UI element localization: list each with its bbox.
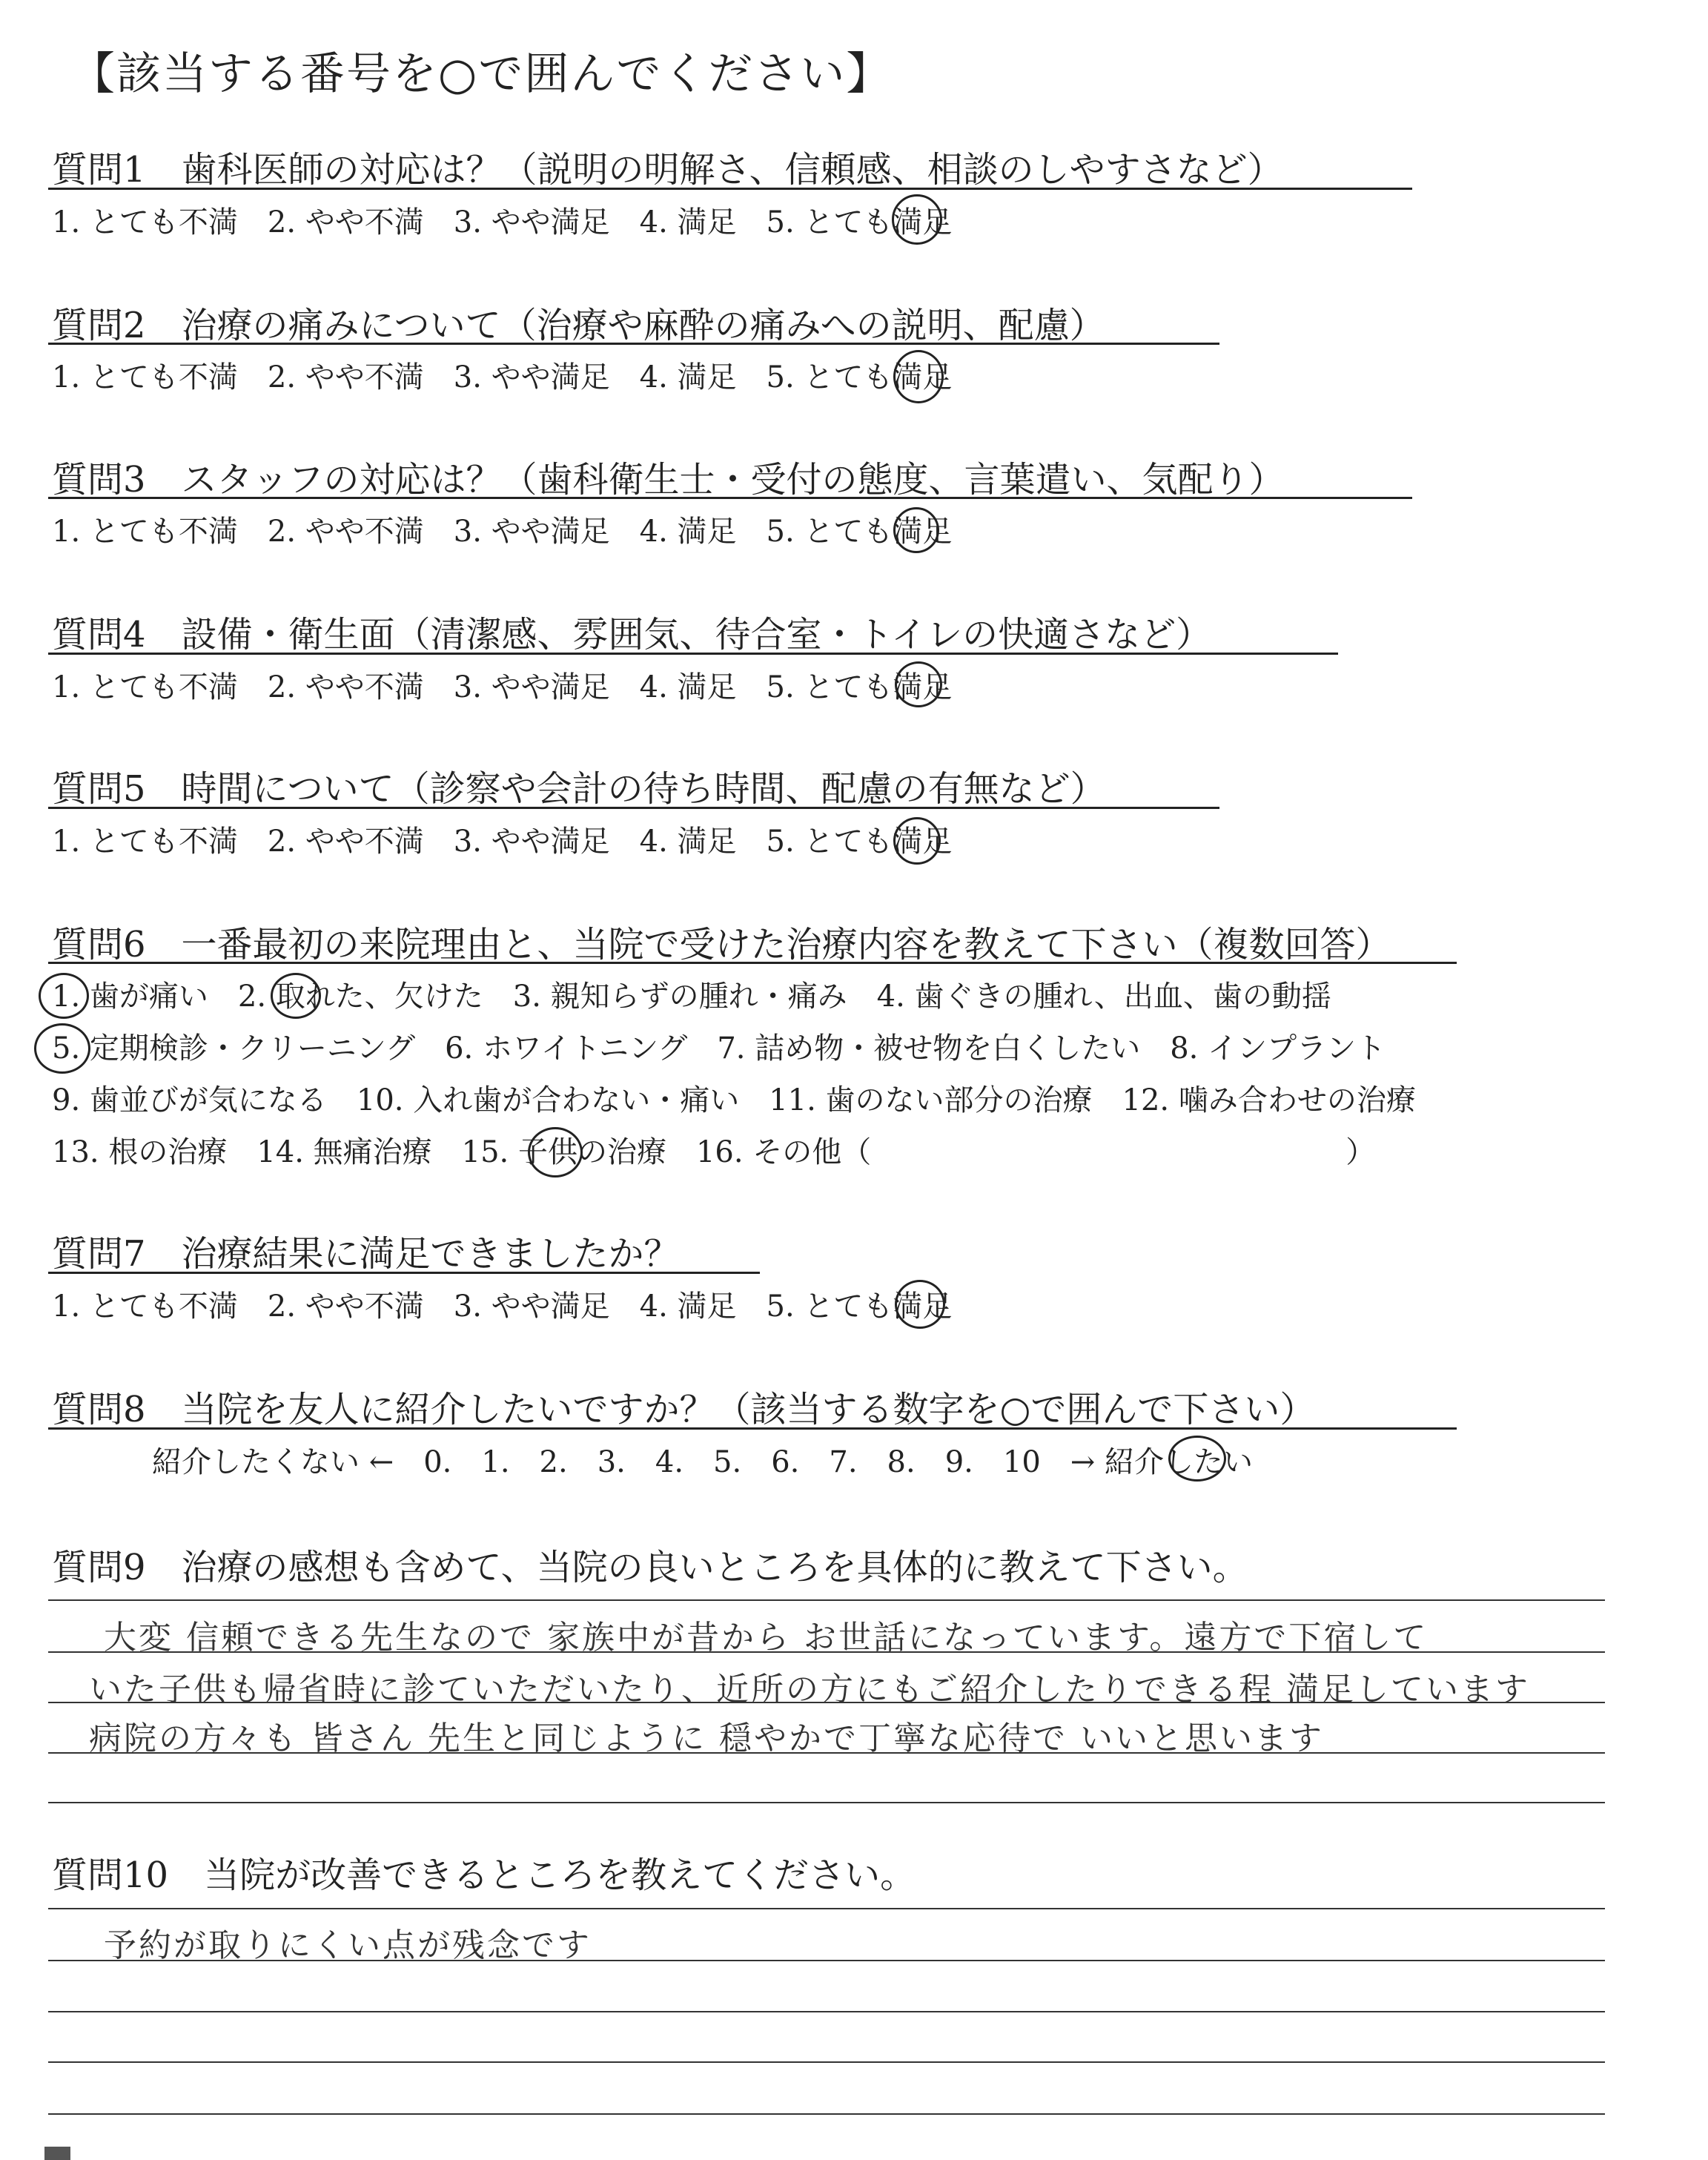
q1-selected-circle: [892, 194, 942, 245]
q1-heading: 質問1 歯科医師の対応は？（説明の明解さ、信頼感、相談のしやすさなど）: [52, 149, 1283, 191]
q9-answer-line-4: [48, 1752, 1605, 1754]
q8-scale: 紹介したくない ← 0. 1. 2. 3. 4. 5. 6. 7. 8. 9. 10 → 紹介したい: [152, 1445, 1253, 1479]
q3-options: 1. とても不満 2. やや不満 3. やや満足 4. 満足 5. とても満足: [52, 515, 953, 549]
q8-selected-circle: [1168, 1436, 1226, 1482]
q6-selected-circle-1: [39, 973, 89, 1019]
q10-answer-line-3: [48, 2011, 1605, 2012]
q9-answer-text-1: 大変 信頼できる先生なので 家族中が昔から お世話になっています。遠方で下宿して: [104, 1619, 1429, 1657]
q6-row-4: 13. 根の治療 14. 無痛治療 15. 子供の治療 16. その他（ ）: [52, 1135, 1376, 1169]
q8-underline: [48, 1427, 1457, 1430]
q6-row-1: 1. 歯が痛い 2. 取れた、欠けた 3. 親知らずの腫れ・痛み 4. 歯ぐきの腫れ、出血、歯の動揺: [52, 980, 1331, 1014]
q9-answer-line-3: [48, 1702, 1605, 1703]
q2-options: 1. とても不満 2. やや不満 3. やや満足 4. 満足 5. とても満足: [52, 360, 953, 394]
q5-heading: 質問5 時間について（診察や会計の待ち時間、配慮の有無など）: [52, 768, 1106, 810]
q6-selected-circle-15: [528, 1127, 583, 1178]
q2-underline: [48, 343, 1219, 345]
q9-heading: 質問9 治療の感想も含めて、当院の良いところを具体的に教えて下さい。: [52, 1547, 1248, 1588]
q9-answer-line-2: [48, 1651, 1605, 1653]
q4-selected-circle: [895, 661, 942, 707]
q8-heading: 質問8 当院を友人に紹介したいですか？（該当する数字を○で囲んで下さい）: [52, 1389, 1316, 1430]
q7-options: 1. とても不満 2. やや不満 3. やや満足 4. 満足 5. とても満足: [52, 1289, 953, 1324]
q7-selected-circle: [895, 1280, 945, 1329]
q6-selected-circle-2: [271, 973, 321, 1019]
q6-selected-circle-5: [34, 1023, 90, 1074]
q1-underline: [48, 188, 1412, 190]
q4-options: 1. とても不満 2. やや不満 3. やや満足 4. 満足 5. とても満足: [52, 670, 953, 704]
q5-selected-circle: [893, 817, 941, 865]
q3-heading: 質問3 スタッフの対応は？（歯科衛生士・受付の態度、言葉遣い、気配り）: [52, 459, 1285, 501]
q3-underline: [48, 497, 1412, 499]
q10-answer-text-1: 予約が取りにくい点が残念です: [104, 1926, 592, 1964]
q9-answer-line-1: [48, 1599, 1605, 1601]
q1-options: 1. とても不満 2. やや不満 3. やや満足 4. 満足 5. とても満足: [52, 205, 953, 240]
q4-heading: 質問4 設備・衛生面（清潔感、雰囲気、待合室・トイレの快適さなど）: [52, 614, 1212, 655]
cut-off-text-fragment: [44, 2147, 70, 2160]
q9-answer-text-2: いた子供も帰省時に診ていただいたり、近所の方にもご紹介したりできる程 満足しています: [89, 1671, 1530, 1708]
q10-heading: 質問10 当院が改善できるところを教えてください。: [52, 1855, 916, 1896]
q5-options: 1. とても不満 2. やや不満 3. やや満足 4. 満足 5. とても満足: [52, 825, 953, 859]
q5-underline: [48, 807, 1219, 809]
q3-selected-circle: [893, 507, 939, 553]
q9-answer-text-3: 病院の方々も 皆さん 先生と同じように 穏やかで丁寧な応待で いいと思います: [89, 1720, 1324, 1757]
q6-heading: 質問6 一番最初の来院理由と、当院で受けた治療内容を教えて下さい（複数回答）: [52, 924, 1391, 965]
q6-underline: [48, 962, 1457, 964]
q10-answer-line-2: [48, 1960, 1605, 1961]
q6-row-3: 9. 歯並びが気になる 10. 入れ歯が合わない・痛い 11. 歯のない部分の治療 12. 噛み合わせの治療: [52, 1083, 1416, 1117]
q2-selected-circle: [893, 350, 944, 403]
q9-answer-line-5: [48, 1802, 1605, 1803]
q2-heading: 質問2 治療の痛みについて（治療や麻酔の痛みへの説明、配慮）: [52, 305, 1105, 346]
q10-answer-line-5: [48, 2113, 1605, 2115]
q10-answer-line-1: [48, 1908, 1605, 1909]
q6-row-2: 5. 定期検診・クリーニング 6. ホワイトニング 7. 詰め物・被せ物を白くしたい 8. インプラント: [52, 1031, 1386, 1066]
q4-underline: [48, 653, 1338, 655]
q7-heading: 質問7 治療結果に満足できましたか？: [52, 1233, 680, 1275]
q10-answer-line-4: [48, 2061, 1605, 2063]
page-title: 【該当する番号を○で囲んでください】: [70, 48, 893, 100]
q7-underline: [48, 1272, 760, 1274]
